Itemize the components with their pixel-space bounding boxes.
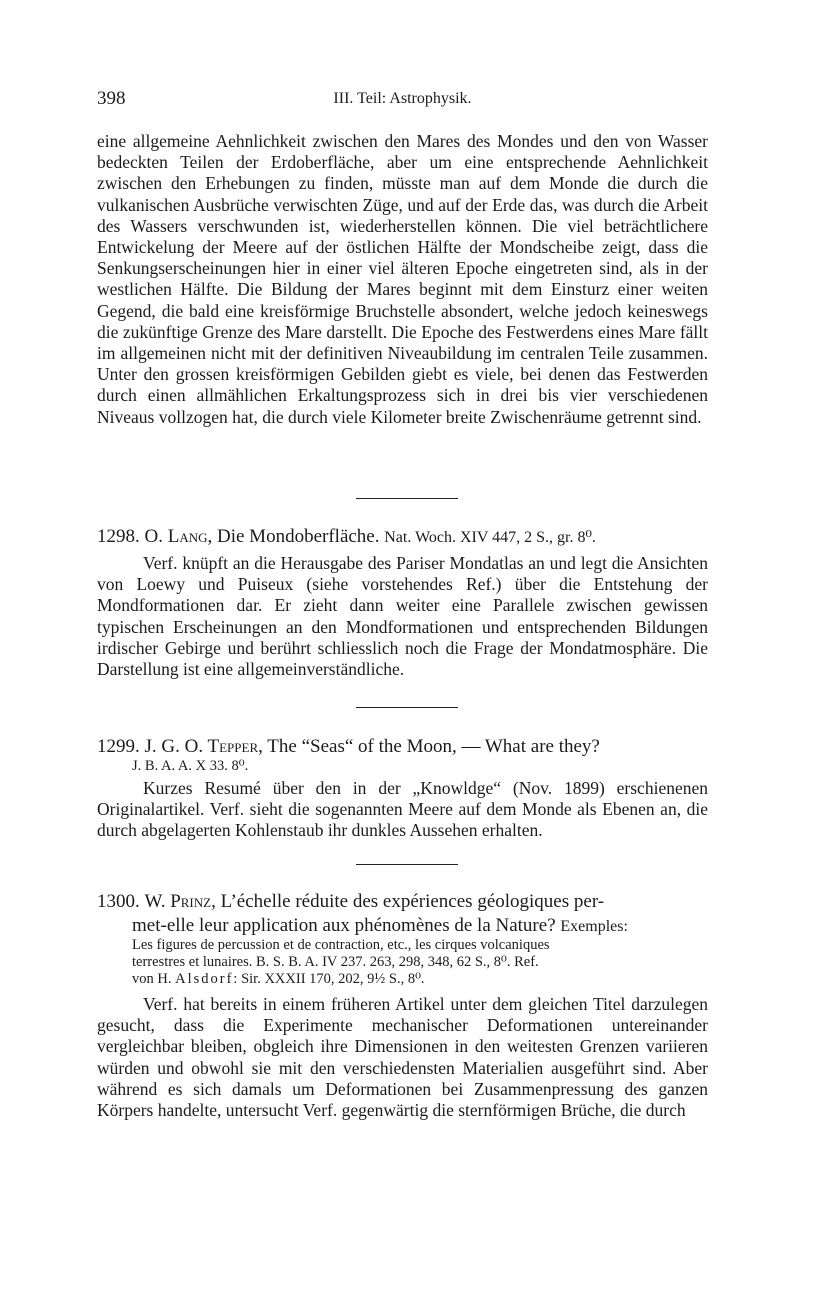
entry-author: J. G. O. Tepper, [144,736,263,757]
entry-heading-1299 [97,735,708,759]
entry-body-1298: Verf. knüpft an die Herausgabe des Pariser Mondatlas an und legt die Ansichten von Loewy und Puiseux (siehe vorstehendes Ref.) über die Entstehung der Mondformationen dar. Er zieht dann weiter eine Parallele zwischen gewissen typischen Erscheinungen an den Mondformationen und entsprechenden Bildungen irdischer Gebirge und berührt schliesslich noch die Frage der Mondatmosphäre. Die Darstellung ist eine allgemeinverständliche. [97,553,708,680]
entry-author: O. Lang, [144,526,213,547]
entry-author: W. Prinz, [144,891,216,912]
citation-referee: Alsdorf [175,971,234,987]
citation-line [132,971,708,988]
entry-title: The “Seas“ of the Moon, — What are they? [267,736,600,757]
citation-suffix: : Sir. XXXII 170, 202, 9½ S., 8⁰. [233,971,425,987]
entry-body-1300: Verf. hat bereits in einem früheren Artikel unter dem gleichen Titel darzulegen gesucht, dass die Experimente mechanischer Deformationen untereinander vergleichbar bleiben, obgleich ihre Dimensionen in den weitesten Grenzen variieren würden und obwohl sie mit den verschiedensten Materialien ausgeführt sind. Aber während es sich damals um Deformationen bei Zusammenpressung des ganzen Körpers handelte, untersucht Verf. gegenwärtig die sternförmigen Brüche, die durch [97,994,708,1121]
citation-prefix: von H. [132,971,172,987]
entry-body-1299: Kurzes Resumé über den in der „Knowldge“ (Nov. 1899) erschienenen Originalartikel. Verf. sieht die sogenannten Meere auf dem Monde als Ebenen an, die durch abgelagerten Kohlenstaub ihr dunkles Aussehen erhalten. [97,778,708,841]
entry-number: 1299. [97,736,140,757]
entry-citation-1300 [132,937,708,988]
citation-line: Les figures de percussion et de contraction, etc., les cirques volcaniques [132,937,550,953]
intro-paragraph: eine allgemeine Aehnlichkeit zwischen den Mares des Mondes und den von Wasser bedeckten Teilen der Erdoberfläche, aber um eine entsprechende Aehnlichkeit zwischen den Erhebungen zu finden, müsste man auf dem Monde die durch die vulkanischen Ausbrüche verwischten Züge, und auf der Erde das, was durch die Arbeit des Wassers verschwunden ist, wiederherstellen können. Die viel beträchtlichere Entwickelung der Meere auf der östlichen Hälfte der Mondscheibe zeigt, dass die Senkungserscheinungen hier in einer viel älteren Epoche eingetreten sind, als in der westlichen Hälfte. Die Bildung der Mares beginnt mit dem Einsturz einer weiten Gegend, die bald eine kreisförmige Bruchstelle absondert, welche jedoch keineswegs die zukünftige Grenze des Mare darstellt. Die Epoche des Festwerdens eines Mare fällt im allgemeinen nicht mit der definitiven Niveaubildung im centralen Teile zusammen. Unter den grossen kreisförmigen Gebilden giebt es viele, bei denen das Festwerden durch einen allmählichen Erkaltungsprozess sich in drei bis vier verschiedenen Niveaus vollzogen hat, die durch viele Kilometer breite Zwischenräume getrennt sind. [97,131,708,427]
section-divider [356,707,458,708]
entry-title-suffix: Exemples: [560,918,628,935]
citation-line: terrestres et lunaires. B. S. B. A. IV 237. 263, 298, 348, 62 S., 8⁰. Ref. [132,954,539,970]
entry-number: 1298. [97,526,140,547]
page-header [97,88,708,112]
running-title: III. Teil: Astrophysik. [333,90,472,107]
entry-title-line-2: met-elle leur application aux phénomènes de la Nature? [132,915,556,936]
entry-number: 1300. [97,891,140,912]
entry-source-1299: J. B. A. A. X 33. 8⁰. [132,758,249,774]
entry-heading-1300 [97,890,708,939]
entry-title-line-1: L’échelle réduite des expériences géologiques per- [220,891,605,912]
entry-title: Die Mondoberfläche. [217,526,380,547]
entry-source: Nat. Woch. XIV 447, 2 S., gr. 8⁰. [384,529,596,546]
section-divider [356,498,458,499]
page-number: 398 [97,88,126,109]
section-divider [356,864,458,865]
entry-heading-1298 [97,525,708,550]
